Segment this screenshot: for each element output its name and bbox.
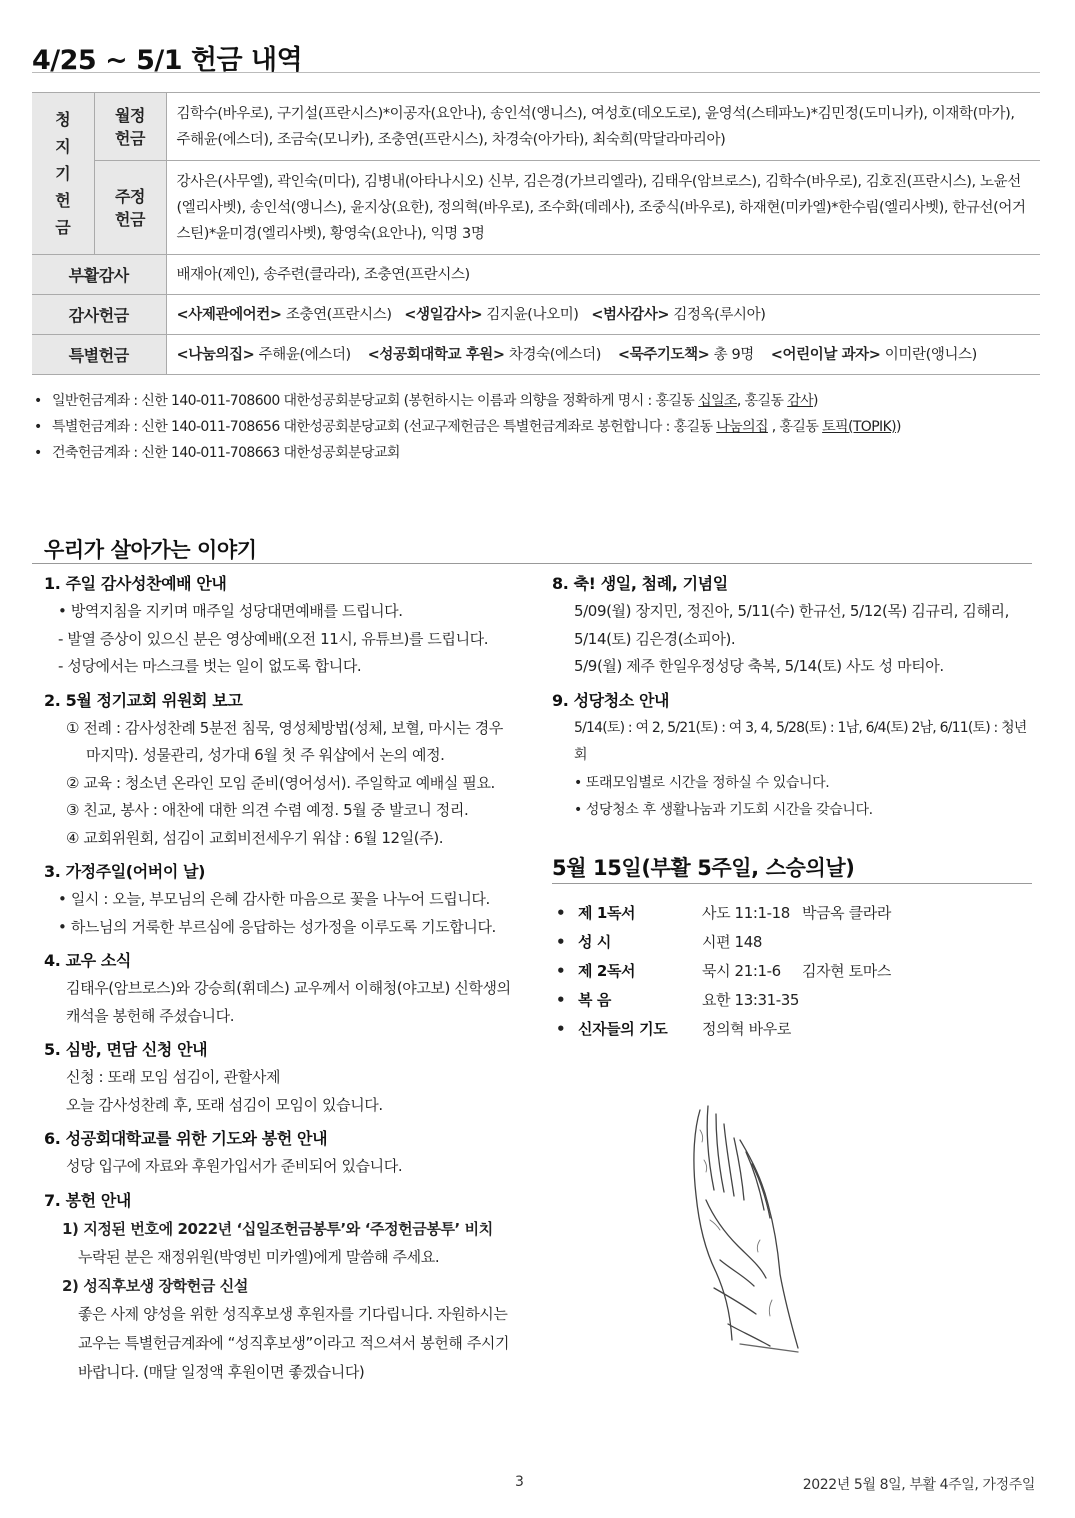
offering-tag: <성공회대학교 후원>	[367, 346, 505, 363]
item-line: 신청 : 또래 모임 섬김이, 관할사제	[66, 1068, 281, 1086]
item-line: 5/14(토) 김은경(소피아).	[574, 629, 736, 648]
item-line: 김태우(암브로스)와 강승희(휘데스) 교우께서 이해청(야고보) 신학생의	[66, 979, 511, 997]
account-text: 건축헌금계좌 : 신한 140-011-708663 대한성공회분당교회	[52, 445, 400, 461]
label-line: 월정	[114, 105, 146, 125]
group-label-char: 기	[55, 164, 71, 183]
account-text: 일반헌금계좌 : 신한 140-011-708600 대한성공회분당교회 (봉헌하시는 이름과 의향을 정확하게 명시 : 홍길동	[52, 393, 699, 409]
right-column	[552, 570, 1032, 831]
bullet: •	[556, 990, 566, 1009]
reading-label: 성 시	[578, 933, 612, 951]
building-account	[32, 440, 1042, 466]
item-line: 교우는 특별헌금계좌에 “성직후보생”이라고 적으셔서 봉헌해 주시기	[78, 1333, 510, 1352]
item-title: 9. 성당청소 안내	[552, 690, 670, 710]
item-line: 5/14(토) : 여 2, 5/21(토) : 여 3, 4, 5/28(토) : 1남, 6/4(토) 2남, 6/11(토) : 청년회	[574, 719, 1027, 763]
reading-reference: 사도 11:1-18	[702, 904, 790, 922]
item-title: 8. 축! 생일, 첨례, 기념일	[552, 574, 728, 593]
item-line: • 일시 : 오늘, 부모님의 은혜 감사한 마음으로 꽃을 나누어 드립니다.	[58, 890, 490, 908]
offering-tag: <나눔의집>	[176, 346, 255, 363]
sunday-divider	[552, 883, 1032, 884]
thanks-offering-label: 감사헌금	[32, 295, 166, 335]
monthly-offering-label	[94, 93, 166, 161]
reading-reference: 정의혁 바우로	[702, 1020, 791, 1038]
story-item-cleaning	[552, 687, 1032, 825]
group-label-char: 청	[55, 110, 71, 129]
item-title: 2. 5월 정기교회 위원회 보고	[44, 690, 243, 710]
item-line: • 성당청소 후 생활나눔과 기도회 시간을 갖습니다.	[574, 802, 873, 818]
offering-tag: <사제관에어컨>	[176, 306, 282, 323]
sunday-title: 5월 15일(부활 5주일, 스승의날)	[552, 856, 855, 880]
reading-label: 복 음	[578, 991, 612, 1009]
special-offering-label: 특별헌금	[32, 335, 166, 375]
item-line: - 성당에서는 마스크를 벗는 일이 없도록 합니다.	[58, 657, 362, 675]
title-divider	[32, 72, 1040, 73]
reading-label: 신자들의 기도	[578, 1020, 668, 1038]
account-example: 십일조	[698, 393, 737, 409]
easter-thanks-label: 부활감사	[32, 255, 166, 295]
reading-row	[556, 898, 891, 927]
item-line: 캐석을 봉헌해 주셨습니다.	[66, 1006, 235, 1025]
item-line: ① 전례 : 감사성찬례 5분전 침묵, 영성체방법(성체, 보혈, 마시는 경우	[66, 718, 503, 737]
account-example: 나눔의집	[716, 419, 768, 435]
label-line: 주정	[114, 186, 146, 206]
thanks-offering-names	[166, 295, 1040, 335]
offering-tag: <어린이날 과자>	[770, 346, 881, 363]
special-account	[32, 414, 1042, 440]
offering-donor: 주해윤(에스더)	[254, 346, 351, 363]
item-line: ④ 교회위원회, 섬김이 교회비전세우기 워샵 : 6월 12일(주).	[66, 828, 444, 847]
easter-thanks-names: 배재아(제인), 송주련(클라라), 조충연(프란시스)	[166, 255, 1040, 295]
story-item-offering-guide	[44, 1187, 524, 1387]
group-label-char: 지	[55, 137, 71, 156]
reading-row	[556, 985, 891, 1014]
item-line: 오늘 감사성찬례 후, 또래 섬김이 모임이 있습니다.	[66, 1095, 383, 1114]
story-item-worship	[44, 570, 524, 681]
item-line: 마지막). 성물관리, 성가대 6월 첫 주 워샵에서 논의 예정.	[86, 746, 445, 764]
praying-hands-illustration	[680, 1100, 805, 1355]
page-number: 3	[515, 1474, 524, 1490]
subitem-title: 1) 지정된 번호에 2022년 ‘십일조헌금봉투’와 ‘주정헌금봉투’ 비치	[62, 1219, 493, 1238]
item-line: ③ 친교, 봉사 : 애찬에 대한 의견 수렴 예정. 5월 중 발코니 정리.	[66, 801, 469, 819]
offering-donor: 김정옥(루시아)	[669, 306, 766, 323]
account-example: 토픽(TOPIK)	[822, 419, 897, 435]
special-offering-row	[32, 335, 1040, 375]
account-text: 특별헌금계좌 : 신한 140-011-708656 대한성공회분당교회 (선교구제헌금은 특별헌금계좌로 봉헌합니다 : 홍길동	[52, 419, 717, 435]
monthly-offering-row	[32, 93, 1040, 161]
reading-row	[556, 1014, 891, 1043]
reading-label: 제 1독서	[578, 904, 636, 922]
item-line: 바랍니다. (매달 일정액 후원이면 좋겠습니다)	[78, 1362, 365, 1381]
readings-table	[556, 898, 891, 1043]
reading-row	[556, 956, 891, 985]
stories-title: 우리가 살아가는 이야기	[44, 538, 257, 562]
monthly-offering-names: 김학수(바우로), 구기설(프란시스)*이공자(요안나), 송인석(앵니스), 여성호(데오도로), 윤영석(스테파노)*김민정(도미니카), 이재학(마가), 주해윤(에스더), 조금숙(모니카), 조충연(프란시스), 차경숙(아가타), 최숙희(막달라마리아)	[166, 93, 1040, 161]
item-title: 1. 주일 감사성찬예배 안내	[44, 574, 227, 593]
account-text: )	[813, 393, 818, 409]
reading-reference: 요한 13:31-35	[702, 991, 800, 1009]
account-example: 감사	[787, 393, 814, 409]
reading-reader: 김자현 토마스	[802, 962, 891, 980]
weekly-offering-label	[94, 161, 166, 255]
offering-tag: <묵주기도책>	[617, 346, 710, 363]
item-line: • 또래모임별로 시간을 정하실 수 있습니다.	[574, 774, 830, 791]
reading-reader: 박금옥 클라라	[802, 904, 891, 922]
group-label-char: 금	[55, 218, 71, 237]
regular-offering-group-label	[32, 93, 94, 255]
subitem-title: 2) 성직후보생 장학헌금 신설	[62, 1276, 248, 1295]
item-title: 4. 교우 소식	[44, 951, 131, 970]
weekly-offering-row	[32, 161, 1040, 255]
page-title: 4/25 ~ 5/1 헌금 내역	[32, 45, 303, 76]
general-account	[32, 388, 1042, 414]
offering-table	[32, 92, 1040, 375]
offering-donor: 차경숙(에스더)	[504, 346, 602, 363]
thanks-offering-row	[32, 295, 1040, 335]
stories-divider	[32, 563, 1032, 564]
offering-donor: 김지윤(나오미)	[482, 306, 579, 323]
story-item-family-sunday	[44, 858, 524, 941]
bullet: •	[556, 932, 566, 951]
label-line: 헌금	[114, 209, 146, 229]
item-line: 5/09(월) 장지민, 정진아, 5/11(수) 한규선, 5/12(목) 김규리, 김해리,	[574, 602, 1010, 620]
story-item-parish-news	[44, 947, 524, 1030]
item-title: 6. 성공회대학교를 위한 기도와 봉헌 안내	[44, 1129, 328, 1148]
story-item-visitation	[44, 1036, 524, 1119]
weekly-offering-names: 강사은(사무엘), 곽인숙(미다), 김병내(아타나시오) 신부, 김은경(가브리엘라), 김태우(암브로스), 김학수(바우로), 김호진(프란시스), 노윤선(엘리사벳), 송인석(앵니스), 윤지상(요한), 정의혁(바우로), 조수화(데레사), 조중식(바우로), 하재현(미카엘)*한수림(엘리사벳), 한규선(어거스틴)*윤미경(엘리사벳), 황영숙(요안나), 익명 3명	[166, 161, 1040, 255]
item-line: ② 교육 : 청소년 온라인 모임 준비(영어성서). 주일학교 예배실 필요.	[66, 773, 495, 792]
account-text: )	[896, 419, 901, 435]
offering-donor: 조충연(프란시스)	[281, 306, 392, 323]
reading-reference: 묵시 21:1-6	[702, 962, 781, 980]
item-title: 3. 가정주일(어버이 날)	[44, 862, 206, 881]
story-item-committee	[44, 687, 524, 853]
story-item-university	[44, 1125, 524, 1181]
special-offering-names	[166, 335, 1040, 375]
label-line: 헌금	[114, 128, 146, 148]
item-line: • 방역지침을 지키며 매주일 성당대면예배를 드립니다.	[58, 602, 403, 620]
item-line: 성당 입구에 자료와 후원가입서가 준비되어 있습니다.	[66, 1157, 403, 1175]
bank-account-list	[32, 388, 1042, 466]
offering-tag: <범사감사>	[591, 306, 670, 323]
reading-reader	[802, 927, 891, 956]
bullet: •	[556, 903, 566, 922]
story-item-celebrations	[552, 570, 1032, 681]
reading-row	[556, 927, 891, 956]
account-text: , 홍길동	[736, 393, 788, 409]
item-line: 누락된 분은 재정위원(박영빈 미카엘)에게 말씀해 주세요.	[78, 1247, 440, 1266]
item-line: 5/9(월) 제주 한일우정성당 축복, 5/14(토) 사도 성 마티아.	[574, 657, 944, 675]
left-column	[44, 570, 524, 1393]
reading-label: 제 2독서	[578, 962, 636, 980]
easter-thanks-row	[32, 255, 1040, 295]
item-title: 7. 봉헌 안내	[44, 1190, 131, 1210]
account-text: , 홍길동	[767, 419, 823, 435]
item-title: 5. 심방, 면담 신청 안내	[44, 1040, 208, 1059]
item-line: 좋은 사제 양성을 위한 성직후보생 후원자를 기다립니다. 자원하시는	[78, 1304, 508, 1323]
footer-date: 2022년 5월 8일, 부활 4주일, 가정주일	[802, 1477, 1035, 1493]
bullet: •	[556, 961, 566, 980]
item-line: • 하느님의 거룩한 부르심에 응답하는 성가정을 이루도록 기도합니다.	[58, 917, 496, 936]
group-label-char: 헌	[55, 191, 71, 210]
offering-tag: <생일감사>	[404, 306, 483, 323]
item-line: - 발열 증상이 있으신 분은 영상예배(오전 11시, 유튜브)를 드립니다.	[58, 629, 489, 648]
offering-donor: 이미란(앵니스)	[880, 346, 977, 363]
reading-reference: 시편 148	[702, 933, 762, 951]
bullet: •	[556, 1019, 566, 1038]
reading-reader	[802, 985, 891, 1014]
offering-donor: 총 9명	[709, 346, 754, 363]
